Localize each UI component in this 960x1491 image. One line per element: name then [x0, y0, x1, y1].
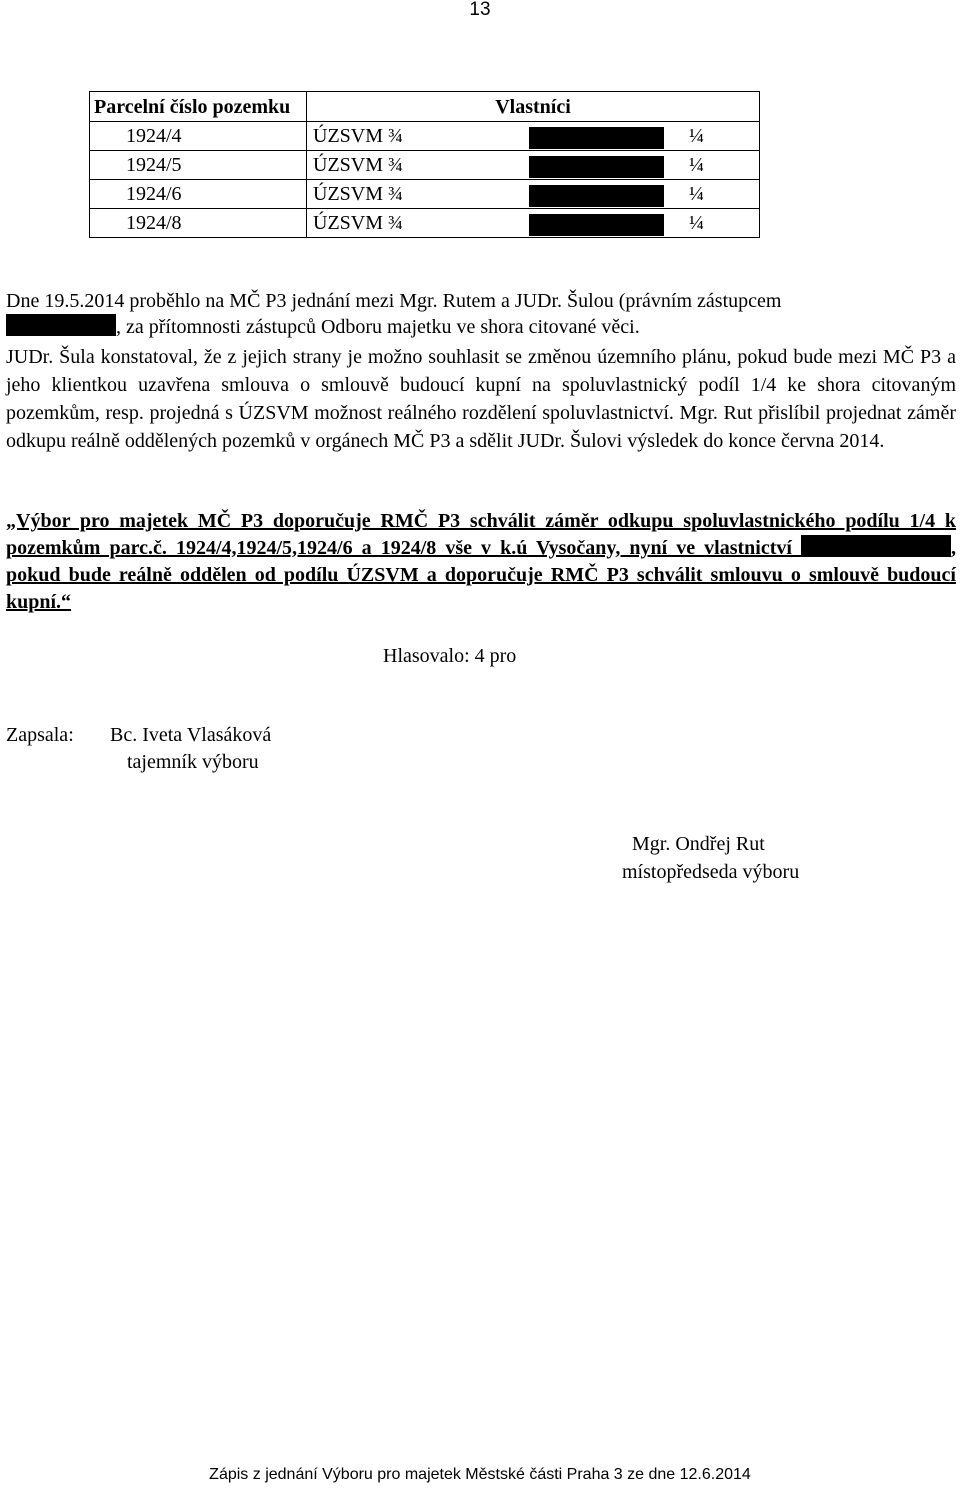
- owner-private-share: ¼: [689, 125, 704, 147]
- meeting-line-1: Dne 19.5.2014 proběhlo na MČ P3 jednání mezi Mgr. Rutem a JUDr. Šulou (právním zástupcem: [6, 290, 782, 312]
- table-row: [90, 122, 760, 151]
- owners-cell: [307, 180, 760, 209]
- owners-cell: [307, 122, 760, 151]
- statement-text-1: JUDr. Šula konstatoval, že z jejich strany je možno souhlasit se změnou územního plánu, pokud bude mezi MČ P3 a jeho klientkou uzavřena smlouva o smlouvě budoucí kupní na spoluvlastnický podíl 1/4 ke shora citovaným pozemkům, resp. projedná s ÚZSVM možnost reálného rozdělení spoluvlastnictví. Mgr.: [6, 346, 956, 424]
- parcel-owners-table: [89, 91, 760, 238]
- parcel-number-cell: 1924/6: [90, 180, 307, 209]
- meeting-line-2: [6, 314, 956, 340]
- page-number: 13: [469, 0, 491, 20]
- signer-role: místopředseda výboru: [622, 861, 800, 883]
- redaction-bar: [529, 214, 664, 236]
- owner-private-share: ¼: [689, 154, 704, 176]
- page-footer: Zápis z jednání Výboru pro majetek Městské části Praha 3 ze dne 12.6.2014: [209, 1466, 751, 1483]
- owner-state-share: ÚZSVM ¾: [313, 212, 404, 234]
- recorded-by-name: Bc. Iveta Vlasáková: [110, 724, 272, 746]
- owners-cell: [307, 209, 760, 238]
- meeting-line-2-text: , za přítomnosti zástupců Odboru majetku ve shora citované věci.: [116, 316, 640, 338]
- redaction-bar: [529, 127, 664, 149]
- resolution-text-2: , pokud bude reálně oddělen od podílu ÚZSVM a doporučuje RMČ P3 schválit smlouvu o smlouvě budoucí kupní.“: [6, 537, 956, 613]
- owners-cell: [307, 151, 760, 180]
- redaction-bar: [801, 535, 951, 557]
- meeting-paragraph: [6, 288, 956, 340]
- table-row: [90, 151, 760, 180]
- owner-state-share: ÚZSVM ¾: [313, 125, 404, 147]
- signer-block: [622, 830, 799, 886]
- header-owners: Vlastníci: [307, 92, 760, 122]
- header-parcel-number: Parcelní číslo pozemku: [90, 92, 307, 122]
- resolution-text-1: „Výbor pro majetek MČ P3 doporučuje RMČ P3 schválit záměr odkupu spoluvlastnického podílu 1/4 k pozemkům parc.č. 1924/4,1924/5,1924/6 a 1924/8 vše v k.ú Vysočany, nyní ve vlastnictví: [6, 510, 956, 559]
- parcel-number-cell: 1924/8: [90, 209, 307, 238]
- recorded-by-block: [6, 722, 271, 776]
- redaction-bar: [6, 314, 116, 336]
- recorded-by-label: Zapsala:: [6, 724, 74, 746]
- recorded-by-role: tajemník výboru: [127, 751, 259, 773]
- table-header-row: [90, 92, 760, 122]
- owner-state-share: ÚZSVM ¾: [313, 183, 404, 205]
- owner-private-share: ¼: [689, 212, 704, 234]
- parcel-number-cell: 1924/4: [90, 122, 307, 151]
- vote-result: Hlasovalo: 4 pro: [383, 645, 517, 667]
- table-row: [90, 180, 760, 209]
- table-row: [90, 209, 760, 238]
- statement-text-2: Rut přislíbil projednat záměr odkupu reálně oddělených pozemků v orgánech MČ P3 a sdělit JUDr. Šulovi výsledek do konce června 2014.: [6, 402, 956, 452]
- statement-paragraph: [6, 343, 956, 455]
- owner-state-share: ÚZSVM ¾: [313, 154, 404, 176]
- redaction-bar: [529, 185, 664, 207]
- parcel-number-cell: 1924/5: [90, 151, 307, 180]
- redaction-bar: [529, 156, 664, 178]
- signer-name: Mgr. Ondřej Rut: [632, 833, 765, 855]
- owner-private-share: ¼: [689, 183, 704, 205]
- resolution-paragraph: [6, 508, 956, 616]
